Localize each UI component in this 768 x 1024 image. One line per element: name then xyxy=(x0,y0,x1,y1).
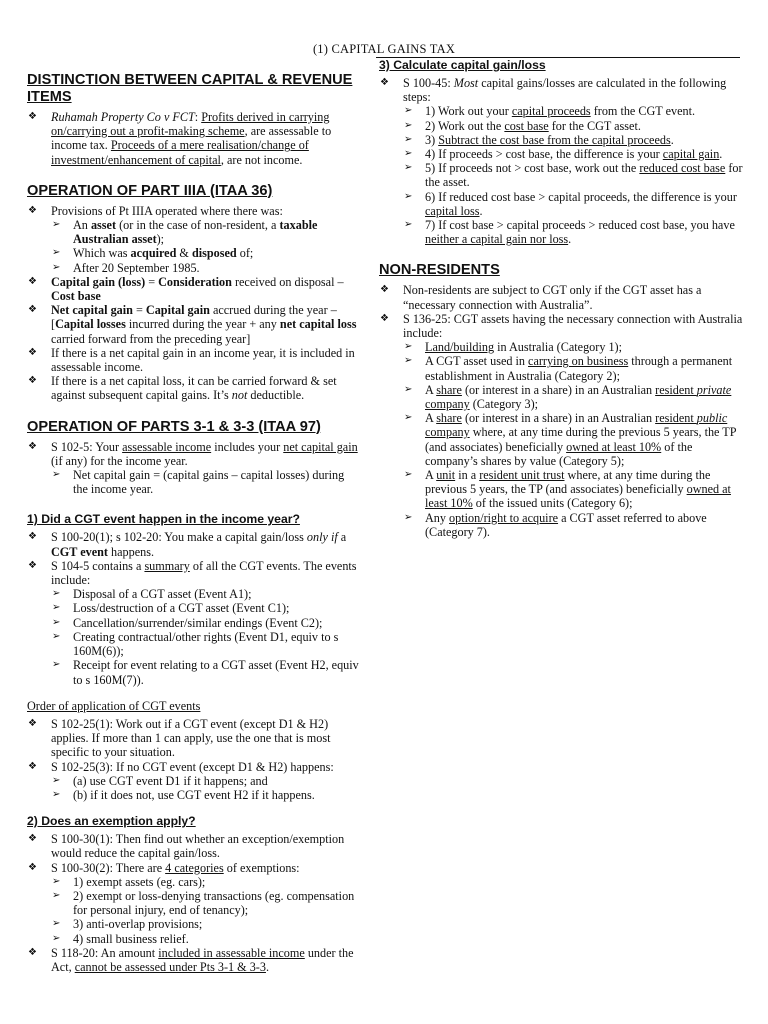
list-item xyxy=(27,559,362,687)
text: Capital gain xyxy=(145,303,210,318)
heading-order-of-application: Order of application of CGT events xyxy=(27,698,201,713)
text: 5) If proceeds not > cost base, work out the xyxy=(425,161,640,176)
heading-non-residents: NON-RESIDENTS xyxy=(379,262,500,279)
heading-cgt-event: 1) Did a CGT event happen in the income year? xyxy=(27,512,300,527)
text: under the Act, xyxy=(51,945,354,974)
text: S 100-30(2): There are xyxy=(51,860,166,875)
list-item: ❖ S 102-25(1): Work out if a CGT event (except D1 & H2) applies. If more than 1 can apply, use the one that is most specific to your situation. xyxy=(27,717,362,760)
list-item: ➢ Creating contractual/other rights (Event D1, equiv to s 160M(6)); xyxy=(51,630,362,658)
text: of exemptions: xyxy=(223,860,300,875)
text: resident xyxy=(655,382,697,397)
text: Profits derived in carrying on/carrying out a profit-making scheme xyxy=(51,110,330,139)
text: An xyxy=(73,218,91,233)
list-item xyxy=(403,133,745,147)
text: S 104-5 contains a xyxy=(51,558,145,573)
text: . xyxy=(568,232,572,247)
list-item xyxy=(403,354,745,382)
text: 7) If cost base > capital proceeds > reduced cost base, you have xyxy=(425,218,735,233)
text: S 102-25(3): If no CGT event (except D1 & H2) happens: xyxy=(51,759,334,774)
list-item: ❖ If there is a net capital gain in an income year, it is included in assessable income. xyxy=(27,346,362,374)
text: S 102-5: Your xyxy=(51,439,123,454)
exemption-list xyxy=(27,832,362,974)
list-item xyxy=(27,440,362,497)
heading-exemption: 2) Does an exemption apply? xyxy=(27,814,196,829)
text: Consideration xyxy=(158,274,232,289)
text: & xyxy=(176,246,192,261)
text: Subtract the cost base from the capital proceeds xyxy=(438,132,671,147)
text: Provisions of Pt IIIA operated where there was: xyxy=(51,203,283,218)
list-item xyxy=(27,204,362,275)
text: happens. xyxy=(108,544,155,559)
text: not xyxy=(231,388,248,403)
text: capital proceeds xyxy=(511,104,591,119)
text: capital gain xyxy=(662,147,720,162)
list-item: ➢ 2) exempt or loss-denying transactions (eg. compensation for personal injury, end of tenancy); xyxy=(51,889,362,917)
list-item: ➢ 4) small business relief. xyxy=(51,932,362,946)
text: A CGT asset used in xyxy=(425,354,529,369)
list-item xyxy=(403,161,745,189)
text: a CGT asset referred to above (Category 7). xyxy=(425,510,707,539)
right-column xyxy=(379,58,745,539)
categories-list xyxy=(403,340,745,539)
text: accrued during the year – [ xyxy=(51,303,337,332)
text: Land/building xyxy=(425,340,495,355)
text: (Category 3); xyxy=(469,397,539,412)
list-item: ➢ (a) use CGT event D1 if it happens; and xyxy=(51,774,362,788)
text: Cost base xyxy=(51,289,101,304)
cgt-event-list xyxy=(27,530,362,686)
list-item xyxy=(27,760,362,803)
text: resident xyxy=(655,411,697,426)
heading-parts-3-1-3-3: OPERATION OF PARTS 3-1 & 3-3 (ITAA 97) xyxy=(27,418,321,435)
parts-3-list xyxy=(27,440,362,497)
text: (or in the case of non-resident, a xyxy=(116,218,280,233)
text: = xyxy=(145,274,159,289)
list-item: ➢ Cancellation/surrender/similar endings (Event C2); xyxy=(51,616,362,630)
calculate-list xyxy=(379,76,745,246)
text: company xyxy=(425,397,470,412)
text: share xyxy=(436,382,462,397)
text: taxable Australian asset xyxy=(73,218,318,247)
text: incurred during the year + any xyxy=(125,317,280,332)
text: 6) If reduced cost base > capital proceeds, the difference is your xyxy=(425,189,737,204)
case-name: Ruhamah Property Co v FCT xyxy=(51,110,195,124)
text: net capital gain xyxy=(283,439,358,454)
list-item xyxy=(27,110,362,167)
text: included in assessable income xyxy=(158,945,305,960)
list-item xyxy=(27,275,362,303)
list-item xyxy=(379,76,745,246)
text: in Australia (Category 1); xyxy=(494,340,623,355)
text: public xyxy=(696,411,728,426)
steps-list xyxy=(403,104,745,246)
list-item xyxy=(27,530,362,558)
list-item xyxy=(403,340,745,354)
text: (if any) for the income year. xyxy=(51,453,188,468)
list-item: ➢ Receipt for event relating to a CGT asset (Event H2, equiv to s 160M(7)). xyxy=(51,658,362,686)
text: from the CGT event. xyxy=(590,104,696,119)
list-item xyxy=(403,411,745,468)
list-item: ➢ Disposal of a CGT asset (Event A1); xyxy=(51,587,362,601)
list-item xyxy=(379,312,745,539)
text: of; xyxy=(236,246,254,261)
text: S 136-25: CGT assets having the necessary connection with Australia include: xyxy=(403,311,743,341)
text: If there is a net capital loss, it can be carried forward & set against subsequent capital gains. It’s xyxy=(51,374,337,403)
list-item: ➢ 3) anti-overlap provisions; xyxy=(51,917,362,931)
order-list xyxy=(27,717,362,802)
text: option/right to acquire xyxy=(449,510,559,525)
text: ); xyxy=(156,232,165,247)
text: cost base xyxy=(504,118,549,133)
text: carrying on business xyxy=(528,354,629,369)
text: . xyxy=(479,203,483,218)
text: only if xyxy=(306,530,338,545)
text: S 100-20(1); s 102-20: You make a capital gain/loss xyxy=(51,530,307,545)
text: owned at least 10% xyxy=(425,482,731,511)
list-item: ❖ S 100-30(1): Then find out whether an exception/exemption would reduce the capital gain/loss. xyxy=(27,832,362,860)
text: capital gains/losses are calculated in the following steps: xyxy=(403,76,727,105)
list-item xyxy=(403,147,745,161)
text: neither a capital gain nor loss xyxy=(425,232,569,247)
text: of all the CGT events. The events include: xyxy=(51,558,357,588)
list-item xyxy=(403,190,745,218)
list-item xyxy=(403,104,745,118)
list-item xyxy=(27,303,362,346)
text: (or interest in a share) in an Australian xyxy=(461,411,656,426)
text: reduced cost base xyxy=(639,161,726,176)
text: a xyxy=(337,530,347,545)
text: acquired xyxy=(130,246,177,261)
text: Capital losses xyxy=(55,317,126,332)
text: Capital gain (loss) xyxy=(51,274,146,289)
text: of the company’s shares by value (Category 5); xyxy=(425,439,693,468)
list-item xyxy=(403,218,745,246)
text: 3) xyxy=(425,132,439,147)
text: A xyxy=(425,411,437,426)
list-item xyxy=(51,246,362,260)
text: carried forward from the preceding year] xyxy=(51,331,251,346)
text: Most xyxy=(453,76,479,90)
text: includes your xyxy=(211,439,284,454)
text: assessable income xyxy=(122,439,212,454)
text: : xyxy=(194,110,202,124)
text: A xyxy=(425,468,437,483)
text: Net capital gain xyxy=(51,303,133,318)
text: S 118-20: An amount xyxy=(51,945,159,960)
sub-list xyxy=(51,218,362,275)
text: A xyxy=(425,382,437,397)
sub-list xyxy=(51,774,362,802)
text: owned at least 10% xyxy=(566,439,662,454)
text: . xyxy=(265,959,269,974)
text: Which was xyxy=(73,246,131,261)
text: 4 categories xyxy=(165,860,224,875)
text: company xyxy=(425,425,470,440)
list-item xyxy=(403,468,745,511)
document-title: (1) CAPITAL GAINS TAX xyxy=(312,42,456,56)
sub-list xyxy=(51,587,362,686)
text: cannot be assessed under Pts 3-1 & 3-3 xyxy=(74,959,266,974)
text: unit xyxy=(436,468,456,483)
text: , are assessable to income tax. xyxy=(51,124,332,153)
text: Proceeds of a mere realisation/change of investment/enhancement of capital xyxy=(51,138,309,167)
list-item xyxy=(51,218,362,246)
list-item xyxy=(27,946,362,974)
text: S 100-45: xyxy=(403,76,454,90)
text: . xyxy=(719,147,723,162)
list-item xyxy=(403,511,745,539)
list-item: ➢ After 20 September 1985. xyxy=(51,261,362,275)
list-item xyxy=(27,374,362,402)
text: 1) Work out your xyxy=(425,104,512,119)
sub-list xyxy=(51,468,362,496)
text: (or interest in a share) in an Australian xyxy=(461,382,656,397)
part-iiia-list xyxy=(27,204,362,403)
text: private xyxy=(696,382,732,397)
text: , are not income. xyxy=(220,152,303,167)
text: share xyxy=(436,411,462,426)
list-item xyxy=(403,383,745,411)
text: in a xyxy=(455,468,480,483)
list-item xyxy=(27,861,362,946)
capital-revenue-list xyxy=(27,110,362,167)
text: where, at any time during the previous 5 years, the TP (and associates) beneficially xyxy=(425,425,737,454)
text: for the CGT asset. xyxy=(548,118,641,133)
text: . xyxy=(670,132,674,147)
heading-calculate-gain-loss: 3) Calculate capital gain/loss xyxy=(379,58,546,72)
heading-part-iiia: OPERATION OF PART IIIA (ITAA 36) xyxy=(27,182,273,199)
text: summary xyxy=(144,558,190,573)
list-item: ❖ Non-residents are subject to CGT only if the CGT asset has a “necessary connection with Australia”. xyxy=(379,283,745,311)
text: for the asset. xyxy=(425,161,743,190)
text: 2) Work out the xyxy=(425,118,505,133)
text: net capital loss xyxy=(279,317,357,332)
heading-capital-revenue: DISTINCTION BETWEEN CAPITAL & REVENUE ITEMS xyxy=(27,72,353,105)
text: = xyxy=(132,303,146,318)
non-residents-list xyxy=(379,283,745,539)
list-item xyxy=(403,119,745,133)
text: capital loss xyxy=(425,203,480,218)
text: through a permanent establishment in Australia (Category 2); xyxy=(425,354,733,383)
list-item: ➢ 1) exempt assets (eg. cars); xyxy=(51,875,362,889)
text: Any xyxy=(425,510,450,525)
left-column xyxy=(27,72,362,974)
text: resident unit trust xyxy=(479,468,565,483)
text: where, at any time during the previous 5 years, the TP (and associates) beneficially xyxy=(425,468,711,497)
text: asset xyxy=(90,218,117,233)
list-item: ➢ Net capital gain = (capital gains – capital losses) during the income year. xyxy=(51,468,362,496)
text: disposed xyxy=(191,246,237,261)
text: 4) If proceeds > cost base, the difference is your xyxy=(425,147,663,162)
list-item: ➢ (b) if it does not, use CGT event H2 if it happens. xyxy=(51,788,362,802)
text: CGT event xyxy=(51,544,108,559)
sub-list xyxy=(51,875,362,946)
list-item: ➢ Loss/destruction of a CGT asset (Event C1); xyxy=(51,601,362,615)
text: deductible. xyxy=(247,388,305,403)
text: received on disposal – xyxy=(231,274,344,289)
text: of the issued units (Category 6); xyxy=(472,496,633,511)
